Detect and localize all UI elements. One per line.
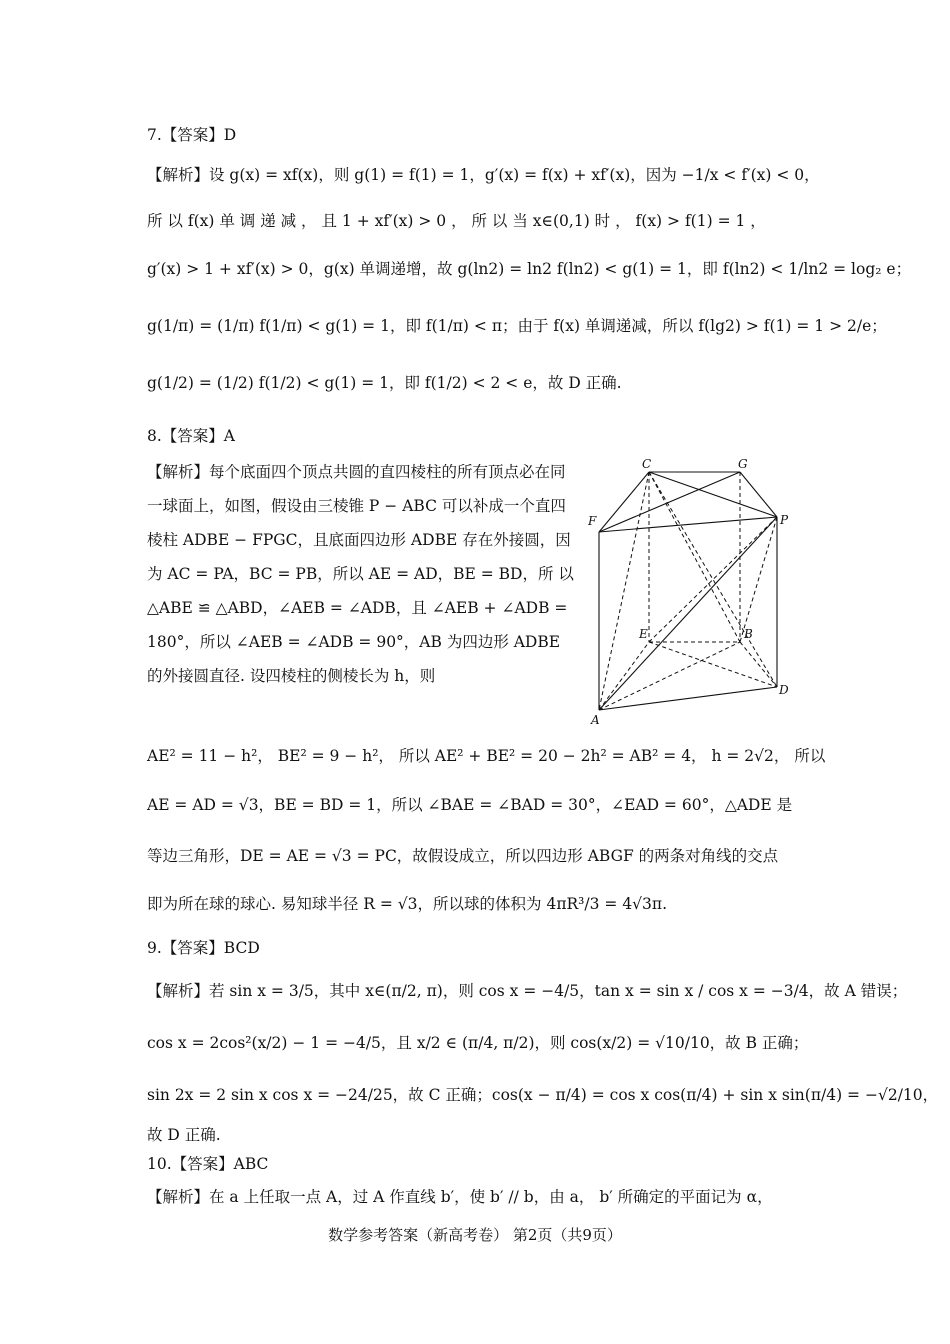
- q8-answer-label: 8.【答案】A: [147, 427, 235, 445]
- vertex-label-e: E: [639, 627, 648, 641]
- q9-line-2: cos x = 2cos²(x/2) − 1 = −4/5，且 x/2 ∈ (π/4, π/2)，则 cos(x/2) = √10/10，故 B 正确；: [147, 1034, 809, 1052]
- q7-line-4: g(1/π) = (1/π) f(1/π) < g(1) = 1，即 f(1/π) < π；由于 f(x) 单调递减，所以 f(lg2) > f(1) = 1 > 2/e；: [147, 317, 887, 335]
- q9-line-3: sin 2x = 2 sin x cos x = −24/25，故 C 正确；cos(x − π/4) = cos x cos(π/4) + sin x sin(π/4) = −√2/10，: [147, 1086, 939, 1104]
- q8-line-3: 等边三角形，DE = AE = √3 = PC，故假设成立，所以四边形 ABGF 的两条对角线的交点: [147, 847, 779, 865]
- q7-answer-label: 7.【答案】D: [147, 126, 237, 144]
- q7-line-5: g(1/2) = (1/2) f(1/2) < g(1) = 1，即 f(1/2) < 2 < e，故 D 正确.: [147, 374, 622, 392]
- q8-line-1: AE² = 11 − h²， BE² = 9 − h²， 所以 AE² + BE² = 20 − 2h² = AB² = 4， h = 2√2， 所以: [147, 747, 826, 765]
- q10-answer-label: 10.【答案】ABC: [147, 1155, 269, 1173]
- q7-line-2: 所 以 f(x) 单 调 递 减 ， 且 1 + xf′(x) > 0 ， 所 以 当 x∈(0,1) 时 ， f(x) > f(1) = 1 ，: [147, 212, 766, 230]
- vertex-label-a: A: [591, 713, 600, 727]
- q9-line-1: 【解析】若 sin x = 3/5，其中 x∈(π/2, π)，则 cos x = −4/5，tan x = sin x / cos x = −3/4，故 A 错误；: [147, 982, 908, 1000]
- vertex-label-g: G: [738, 457, 748, 471]
- q9-answer-label: 9.【答案】BCD: [147, 939, 260, 957]
- q9-line-4: 故 D 正确.: [147, 1126, 221, 1144]
- q10-line-1: 【解析】在 a 上任取一点 A，过 A 作直线 b′，使 b′ // b，由 a， b′ 所确定的平面记为 α，: [147, 1188, 773, 1206]
- q8-line-2: AE = AD = √3，BE = BD = 1，所以 ∠BAE = ∠BAD = 30°，∠EAD = 60°，△ADE 是: [147, 796, 793, 814]
- vertex-label-b: B: [744, 627, 753, 641]
- vertex-label-d: D: [779, 683, 789, 697]
- prism-figure: [586, 452, 800, 730]
- vertex-label-p: P: [780, 513, 789, 527]
- q7-line-1: 【解析】设 g(x) = xf(x)，则 g(1) = f(1) = 1，g′(x) = f(x) + xf′(x)，因为 −1/x < f′(x) < 0，: [147, 166, 820, 184]
- q8-line-4: 即为所在球的球心. 易知球半径 R = √3，所以球的体积为 4πR³/3 = 4√3π.: [147, 895, 668, 913]
- vertex-label-c: C: [642, 457, 652, 471]
- q8-wrapped-paragraph: 【解析】每个底面四个顶点共圆的直四棱柱的所有顶点必在同一球面上，如图，假设由三棱锥 P − ABC 可以补成一个直四棱柱 ADBE − FPGC，且底面四边形 ADBE 存在外接圆，因为 AC = PA，BC = PB，所以 AE = AD，BE = BD，所 以 △ABE ≌ △ABD，∠AEB = ∠ADB，且 ∠AEB + ∠ADB = 180°，所以 ∠AEB = ∠ADB = 90°，AB 为四边形 ADBE 的外接圆直径. 设四棱柱的侧棱长为 h，则: [147, 463, 574, 685]
- q7-line-3: g′(x) > 1 + xf′(x) > 0，g(x) 单调递增，故 g(ln2) = ln2 f(ln2) < g(1) = 1，即 f(ln2) < 1/ln2 = log₂ e；: [147, 260, 912, 278]
- vertex-label-f: F: [588, 514, 597, 528]
- page-footer: 数学参考答案（新高考卷） 第2页（共9页）: [328, 1226, 622, 1244]
